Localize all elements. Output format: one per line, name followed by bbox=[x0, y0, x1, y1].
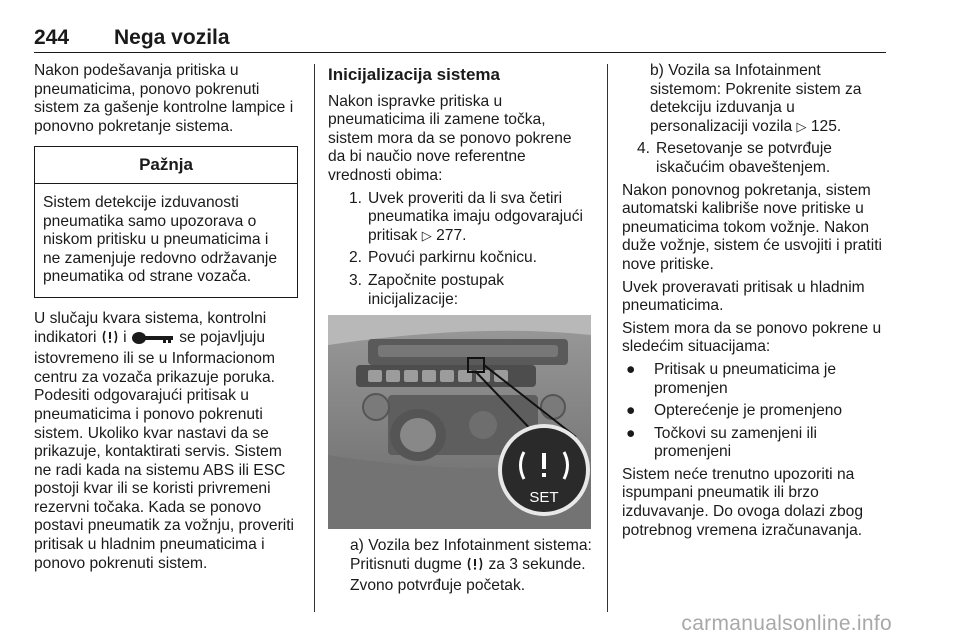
column-1 bbox=[34, 62, 298, 577]
tire-pressure-icon bbox=[101, 329, 119, 351]
note-title: Pažnja bbox=[35, 147, 297, 184]
column-2 bbox=[328, 62, 593, 600]
step-item: 1. Uvek proveriti da li sva četiri pneumatika imaju odgovarajući pritisak ▷ 277. bbox=[348, 189, 583, 244]
malfunction-text-b: i bbox=[123, 328, 127, 346]
calibration-paragraph: Nakon ponovnog pokretanja, sistem automatski kalibriše nove pritiske u pneumaticima tokom vožnje. Nakon duže vožnje, sistem će usvojiti i pratiti nove pritiske. bbox=[622, 181, 882, 273]
page-title: Nega vozila bbox=[114, 26, 230, 49]
reference-arrow-icon: ▷ bbox=[421, 227, 432, 243]
dashboard-figure bbox=[328, 315, 591, 529]
bullet-icon: ● bbox=[626, 402, 636, 420]
restart-situations-paragraph: Sistem mora da se ponovo pokrene u sledećim situacijama: bbox=[622, 319, 882, 356]
dashboard-illustration bbox=[328, 315, 591, 529]
note-box bbox=[34, 146, 298, 298]
step-item: 4. Resetovanje se potvrđuje iskačućim obaveštenjem. bbox=[636, 140, 832, 176]
malfunction-text-c: se pojavljuju istovremeno ili se u Informacionom centru za vozača prikazuje poruka. Podesiti odgovarajući pritisak u pneumaticima i ponovo pokrenuti sistem. Ukoliko kvar nastavi da se prikazuje, kontaktirati servis. Sistem ne radi kada na sistemu ABS ili ESC postoji kvar ili se koristi privremeni rezervni točaka. Kada se ponovo postavi pneumatik za vožnju, proveriti pritisak u hladnim pneumaticima i ponovo pokrenuti sistem. bbox=[34, 328, 295, 572]
step-item: 3. Započnite postupak inicijalizacije: bbox=[348, 271, 505, 308]
sub-step-a: a) Vozila bez Infotainment sistema: Pritisnuti dugme za 3 sekunde. Zvono potvrđuje početak. bbox=[350, 537, 592, 595]
list-item: ● Opterećenje je promenjeno bbox=[626, 402, 843, 420]
tire-pressure-icon bbox=[466, 556, 484, 578]
intro-paragraph: Nakon podešavanja pritiska u pneumaticima, ponovo pokrenuti sistem za gašenje kontrolne lampice i ponovno pokretanje sistema. bbox=[34, 62, 294, 135]
bullet-icon: ● bbox=[626, 360, 636, 378]
page-header bbox=[34, 26, 886, 53]
set-button-label: SET bbox=[529, 489, 559, 507]
page-number: 244 bbox=[34, 26, 70, 49]
malfunction-paragraph bbox=[34, 310, 298, 573]
column-3 bbox=[622, 62, 890, 544]
list-item: ● Pritisak u pneumaticima je promenjen bbox=[626, 360, 837, 397]
section-title: Inicijalizacija sistema bbox=[328, 65, 500, 84]
step-item: 2. Povući parkirnu kočnicu. bbox=[348, 249, 538, 267]
malfunction-text-a: U slučaju kvara sistema, kontrolni indikatori bbox=[34, 309, 267, 346]
column-divider bbox=[314, 64, 315, 612]
cold-check-paragraph: Uvek proveravati pritisak u hladnim pneumaticima. bbox=[622, 278, 865, 315]
watermark: carmanualsonline.info bbox=[681, 612, 892, 635]
reference-arrow-icon: ▷ bbox=[796, 118, 807, 134]
key-icon bbox=[131, 331, 175, 351]
note-body: Sistem detekcije izduvanosti pneumatika samo upozorava o niskom pritisku u pneumaticima i ne zamenjuje redovno održavanje pneumatika od strane vozača. bbox=[43, 193, 278, 286]
limitation-paragraph: Sistem neće trenutno upozoriti na ispumpani pneumatik ili brzo izduvavanje. Do ovoga dolazi zbog potrebnog vremena izračunavanja. bbox=[622, 465, 863, 539]
init-intro: Nakon ispravke pritiska u pneumaticima ili zamene točka, sistem mora da se ponovo pokrene da bi naučio nove referentne vrednosti obima: bbox=[328, 92, 572, 184]
column-divider bbox=[607, 64, 608, 612]
bullet-icon: ● bbox=[626, 424, 636, 442]
sub-step-b: b) Vozila sa Infotainment sistemom: Pokrenite sistem za detekciju izduvanja u personalizaciji vozila ▷ 125. bbox=[650, 62, 862, 135]
list-item: ● Točkovi su zamenjeni ili promenjeni bbox=[626, 424, 817, 461]
